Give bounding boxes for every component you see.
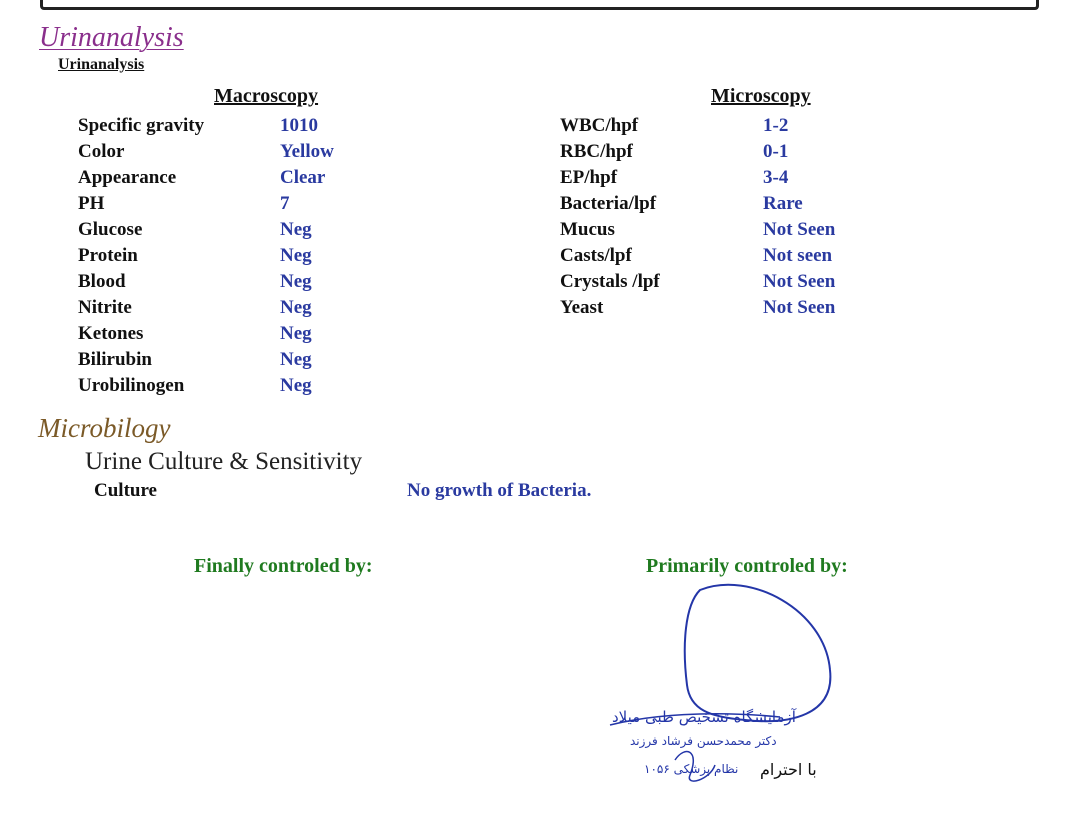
stamp-line-3: نظام پزشکی ۱۰۵۶ <box>644 762 739 776</box>
microscopy-header: Microscopy <box>711 85 811 107</box>
macro-row <box>78 141 124 163</box>
macro-value: Neg <box>280 271 312 292</box>
culture-test-title: Urine Culture & Sensitivity <box>85 448 363 475</box>
micro-label: Bacteria/lpf <box>560 193 657 214</box>
macro-value: Clear <box>280 167 326 188</box>
macro-value: 1010 <box>280 115 318 136</box>
micro-value: 3-4 <box>763 167 789 188</box>
micro-value: Not Seen <box>763 219 836 240</box>
micro-value: 0-1 <box>763 141 789 162</box>
primarily-controlled-label: Primarily controled by: <box>646 555 848 577</box>
macro-row <box>78 271 126 293</box>
micro-label: Mucus <box>560 219 615 240</box>
micro-value: Rare <box>763 193 803 214</box>
macro-row <box>78 245 138 267</box>
macro-label: Specific gravity <box>78 115 205 136</box>
macro-value: Yellow <box>280 141 334 162</box>
micro-value: Not Seen <box>763 297 836 318</box>
micro-label: RBC/hpf <box>560 141 633 162</box>
culture-label: Culture <box>94 480 157 501</box>
micro-label: WBC/hpf <box>560 115 639 136</box>
urinalysis-section-title: Urinanalysis <box>39 22 184 53</box>
macro-value: Neg <box>280 219 312 240</box>
finally-controlled-label: Finally controled by: <box>194 555 373 577</box>
regards-text: با احترام <box>760 760 817 779</box>
macro-value: Neg <box>280 349 312 370</box>
macro-row <box>78 167 176 189</box>
macro-row <box>78 349 152 371</box>
micro-value: Not seen <box>763 245 833 266</box>
micro-label: Crystals /lpf <box>560 271 660 292</box>
macro-row <box>78 375 184 397</box>
macro-label: Ketones <box>78 323 144 344</box>
stamp-line-2: دکتر محمدحسن فرشاد فرزند <box>630 734 777 748</box>
report-frame-edge <box>40 0 1039 10</box>
macro-row <box>78 115 204 137</box>
urinalysis-subtitle: Urinanalysis <box>58 56 145 73</box>
macro-value: Neg <box>280 323 312 344</box>
macro-label: Urobilinogen <box>78 375 185 396</box>
macro-row <box>78 323 143 345</box>
micro-label: Casts/lpf <box>560 245 632 266</box>
macro-label: Nitrite <box>78 297 132 318</box>
macro-row <box>78 193 104 215</box>
macro-label: Color <box>78 141 125 162</box>
macro-row <box>78 219 142 241</box>
microbiology-section-title: Microbilogy <box>38 413 171 443</box>
micro-value: 1-2 <box>763 115 789 136</box>
macro-value: 7 <box>280 193 290 214</box>
macro-label: Appearance <box>78 167 177 188</box>
culture-value: No growth of Bacteria. <box>407 480 592 501</box>
macro-row <box>78 297 132 319</box>
macro-value: Neg <box>280 375 312 396</box>
macro-value: Neg <box>280 245 312 266</box>
micro-value: Not Seen <box>763 271 836 292</box>
macro-label: PH <box>78 193 105 214</box>
micro-label: Yeast <box>560 297 604 318</box>
macroscopy-header: Macroscopy <box>214 85 319 107</box>
macro-label: Protein <box>78 245 138 266</box>
stamp-line-1: آزمایشگاه تشخیص طبی میلاد <box>612 708 796 726</box>
micro-label: EP/hpf <box>560 167 618 188</box>
macro-label: Glucose <box>78 219 143 240</box>
macro-label: Bilirubin <box>78 349 152 370</box>
macro-value: Neg <box>280 297 312 318</box>
macro-label: Blood <box>78 271 126 292</box>
